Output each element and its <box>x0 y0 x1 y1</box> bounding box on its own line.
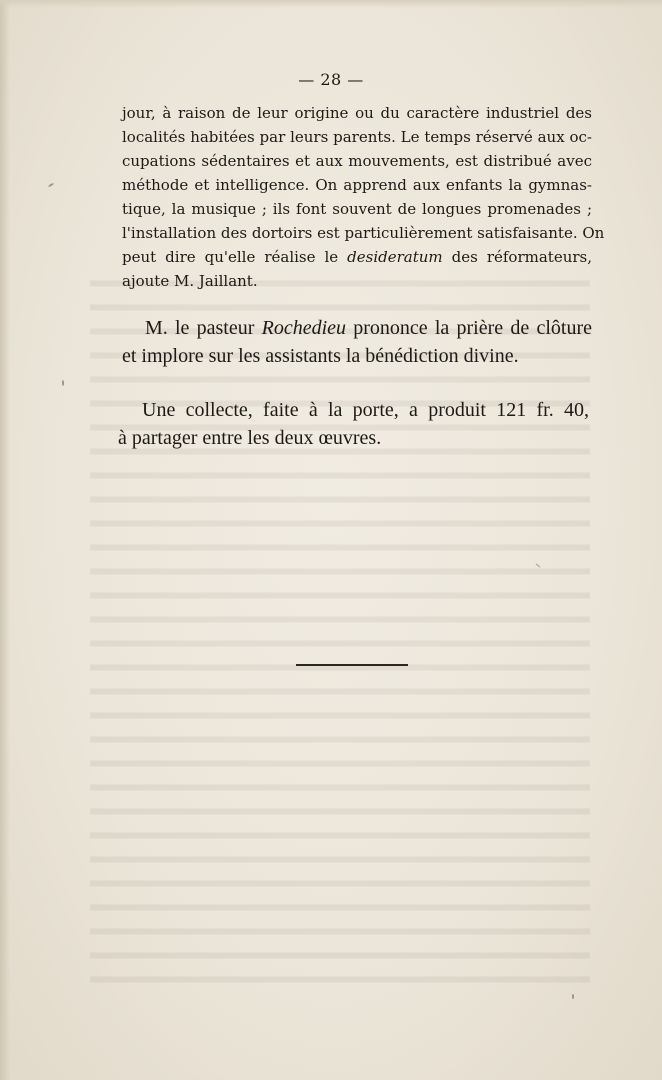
paper-speck <box>572 994 574 999</box>
pastor-name: Rochedieu <box>261 317 347 339</box>
paragraph-line <box>145 314 592 342</box>
page-edge-shadow <box>0 0 10 1080</box>
paragraph-line-segment: des réformateurs, <box>442 248 592 266</box>
closing-rule <box>296 664 408 666</box>
paragraph-line <box>122 245 592 269</box>
paragraph-line: localités habitées par leurs parents. Le temps réservé aux oc- <box>122 128 592 146</box>
paragraph-line: et implore sur les assistants la bénédiction divine. <box>122 345 519 367</box>
page-number: — 28 — <box>298 70 364 89</box>
paragraph-line: jour, à raison de leur origine ou du caractère industriel des <box>122 104 592 122</box>
show-through-text <box>90 270 590 1000</box>
paper-speck <box>48 183 54 188</box>
paragraph-line: ajoute M. Jaillant. <box>122 272 258 290</box>
paragraph-line-segment: peut dire qu'elle réalise le <box>122 248 348 266</box>
paper-speck <box>62 380 64 386</box>
paragraph-line: tique, la musique ; ils font souvent de longues promenades ; <box>122 200 592 218</box>
paragraph-line: l'installation des dortoirs est particulièrement satisfaisante. On <box>122 224 605 242</box>
paragraph-line: Une collecte, faite à la porte, a produit 121 fr. 40, <box>142 399 589 421</box>
paragraph-line: à partager entre les deux œuvres. <box>118 427 382 449</box>
page-top-shadow <box>0 0 662 8</box>
paragraph-line: méthode et intelligence. On apprend aux enfants la gymnas- <box>122 176 592 194</box>
italic-term: desideratum <box>347 248 443 266</box>
paragraph-line-segment: M. le pasteur <box>145 317 262 339</box>
paragraph-line-segment: prononce la prière de clôture <box>346 317 592 339</box>
paragraph-line: cupations sédentaires et aux mouvements, est distribué avec <box>122 152 592 170</box>
